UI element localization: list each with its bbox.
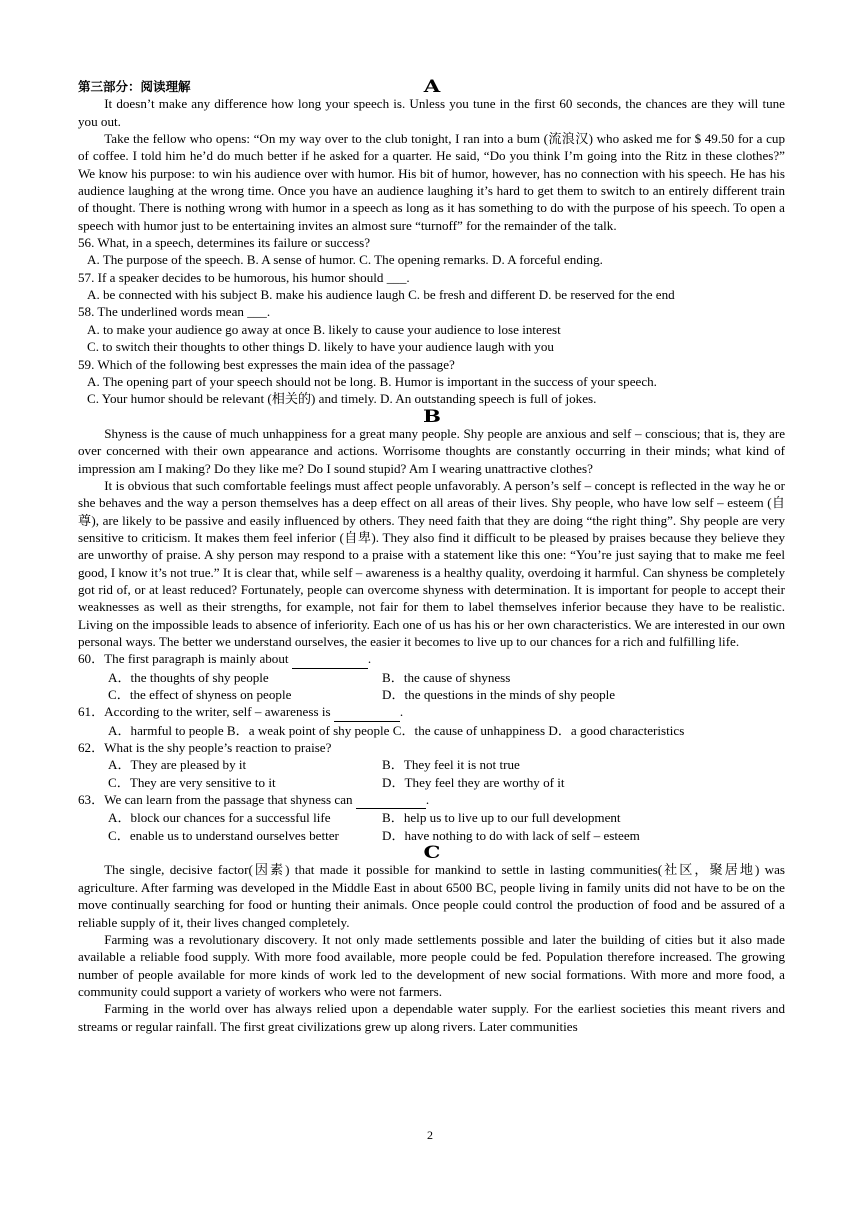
question-58: 58. The underlined words mean ___. <box>78 304 271 320</box>
question-58-options-cd: C. to switch their thoughts to other things D. likely to have your audience laugh with you <box>87 339 554 355</box>
passage-b-paragraph-1: Shyness is the cause of much unhappiness for a great many people. Shy people are anxious and self – conscious; that is, they are over concerned with their own appearance and actions. Worrisome thoughts are constantly occurring in their minds; what kind of impression am I making? Do they like me? Do I sound stupid? Am I wearing unattractive clothes? <box>78 425 785 476</box>
question-62-options-ab: A．They are pleased by it B．They feel it is not true <box>108 757 520 773</box>
passage-c-paragraph-2: Farming was a revolutionary discovery. It not only made settlements possible and later the building of cities but it also made available a reliable food supply. With more food available, more people could be fed. Population therefore increased. The growing number of people available for more kinds of work led to the development of new social formations. With more and more food, a community could support a variety of workers who were not farmers. <box>78 931 785 999</box>
page-number: 2 <box>427 1128 433 1142</box>
question-58-options-ab: A. to make your audience go away at once B. likely to cause your audience to lose interest <box>87 321 561 337</box>
passage-c-paragraph-1: The single, decisive factor(因素) that made it possible for mankind to settle in lasting communities(社区，聚居地) was agriculture. After farming was developed in the Middle East in about 6500 BC, people living in family units did not have to be on the move continually searching for food or hunting their animals. Once people could control the production of food and be assured of a reliable supply of it, their lives changed completely. <box>78 862 785 930</box>
question-63: 63．We can learn from the passage that shyness can . <box>78 791 785 809</box>
question-63-options-cd: C．enable us to understand ourselves better D．have nothing to do with lack of self – esteem <box>108 827 640 843</box>
passage-c-paragraph-3: Farming in the world over has always relied upon a dependable water supply. For the earliest societies this meant rivers and streams or regular rainfall. The first great civilizations grew up along rivers. Later communities <box>78 1001 785 1034</box>
question-59-options-cd: C. Your humor should be relevant (相关的) and timely. D. An outstanding speech is full of jokes. <box>87 391 597 407</box>
answer-blank <box>292 650 368 668</box>
question-62: 62．What is the shy people’s reaction to praise? <box>78 740 332 756</box>
question-59-options-ab: A. The opening part of your speech should not be long. B. Humor is important in the success of your speech. <box>87 373 657 389</box>
passage-letter-a: A <box>423 77 440 97</box>
passage-a-paragraph-1: It doesn’t make any difference how long your speech is. Unless you tune in the first 60 seconds, the chances are they will tune you out. <box>78 96 785 129</box>
answer-blank <box>356 791 426 809</box>
question-62-options-cd: C．They are very sensitive to it D．They feel they are worthy of it <box>108 774 565 790</box>
question-60-options-cd: C．the effect of shyness on people D．the questions in the minds of shy people <box>108 687 616 703</box>
passage-c-header <box>78 843 785 864</box>
answer-blank <box>334 703 400 721</box>
question-61-options: A．harmful to people B．a weak point of shy people C．the cause of unhappiness D．a good characteristics <box>108 722 685 738</box>
question-57-options: A. be connected with his subject B. make his audience laugh C. be fresh and different D. be reserved for the end <box>87 287 675 303</box>
question-63-options-ab: A．block our chances for a successful life B．help us to live up to our full development <box>108 810 621 826</box>
passage-letter-b: B <box>422 406 441 427</box>
section-title: 第三部分：阅读理解 <box>78 79 191 94</box>
question-60-options-ab: A．the thoughts of shy people B．the cause of shyness <box>108 669 511 685</box>
passage-b-paragraph-2: It is obvious that such comfortable feelings must affect people unfavorably. A person’s self – concept is reflected in the way he or she behaves and the way a person themselves has a deep effect on all areas of their lives. Shy people, who have low self – esteem (自尊), are likely to be passive and easily influenced by others. They need faith that they are doing “the right thing”. Shy people are very sensitive to criticism. It makes them feel inferior (自卑). They also find it difficult to be pleased by praises because they believe they are unworthy of praise. A shy person may respond to a praise with a statement like this one: “You’re just saying that to make me feel good, I know it’s not true.” It is clear that, while self – awareness is a healthy quality, overdoing it harmful. Can shyness be completely got rid of, or at least reduced? Fortunately, people can overcome shyness with determination. It is important for people to accept their weaknesses as well as their strengths, for example, not fair for them to label themselves inferior because they have to be realistic. Living on the impossible leads to absence of inferiority. Each one of us has his or her own characteristics. We are interested in our own personal ways. The better we understand ourselves, the easier it becomes to live up to our chances for a rich and fulfilling life. <box>78 477 785 649</box>
question-56: 56. What, in a speech, determines its failure or success? <box>78 235 371 251</box>
passage-letter-c: C <box>423 843 440 864</box>
question-56-options: A. The purpose of the speech. B. A sense of humor. C. The opening remarks. D. A forceful ending. <box>87 252 603 268</box>
question-61: 61．According to the writer, self – awareness is . <box>78 703 785 721</box>
section-header <box>78 78 785 95</box>
question-59: 59. Which of the following best expresses the main idea of the passage? <box>78 356 455 372</box>
passage-a-paragraph-2: Take the fellow who opens: “On my way over to the club tonight, I ran into a bum (流浪汉) who asked me for $ 49.50 for a cup of coffee. I told him he’d do much better if he asked for a quarter. He said, “Do you think I’m going into the Ritz in these clothes?” We know his purpose: to win his audience over with humor. His bit of humor, however, has no connection with his speech. He has his audience laughing at the wrong time. Once you have an audience laughing it’s hard to get them to switch to an entirely different train of thought. There is nothing wrong with humor in a speech as long as it has something to do with the purpose of his speech. To open a speech with humor just to be entertaining invites an almost sure “turnoff” for the remainder of the talk. <box>78 131 785 233</box>
question-57: 57. If a speaker decides to be humorous, his humor should ___. <box>78 269 410 285</box>
passage-b-header <box>78 408 785 425</box>
document-page <box>78 78 785 1035</box>
question-60: 60．The first paragraph is mainly about . <box>78 650 785 668</box>
